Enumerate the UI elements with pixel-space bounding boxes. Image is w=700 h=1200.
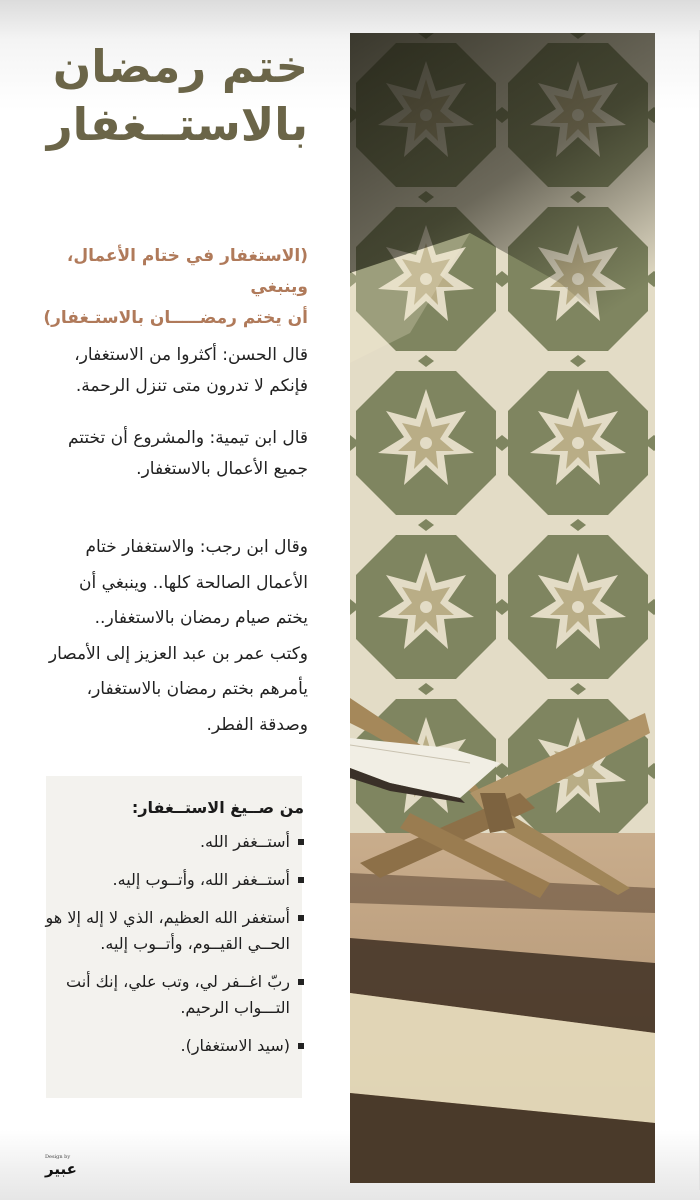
list-item-text: أستــغفر الله، وأتــوب إليه. — [112, 870, 290, 889]
forms-title: من صــيغ الاستــغفار: — [131, 798, 304, 817]
credit-name: عبير — [45, 1160, 77, 1178]
page-title — [40, 38, 308, 154]
quote-line: قال ابن تيمية: والمشروع أن تختتم — [67, 428, 308, 448]
istighfar-forms — [40, 795, 304, 1071]
title-line-1: ختم رمضان — [52, 40, 308, 93]
list-item-text: (سيد الاستغفار). — [180, 1036, 290, 1055]
credit-label: Design by — [45, 1154, 71, 1160]
quote-line: وقال ابن رجب: والاستغفار ختام — [85, 537, 308, 557]
list-item — [40, 905, 304, 957]
subtitle-line-1: (الاستغفار في ختام الأعمال، وينبغي — [66, 246, 308, 297]
quote-ibn-rajab — [40, 530, 308, 743]
subtitle — [40, 241, 308, 334]
quote-line: وكتب عمر بن عبد العزيز إلى الأمصار — [48, 643, 308, 664]
list-item — [40, 867, 304, 893]
quote-line: قال الحسن: أكثروا من الاستغفار، — [74, 345, 308, 365]
quote-hasan — [40, 340, 308, 402]
list-item-text: أستــغفر الله. — [199, 832, 290, 851]
quote-ibn-taymiyyah — [40, 423, 308, 485]
bullet-icon — [298, 877, 304, 883]
bullet-icon — [298, 1043, 304, 1049]
list-item-text: ربّ اغــفر لي، وتب علي، إنك أنت التـــواب الرحيم. — [65, 972, 290, 1017]
list-item — [40, 969, 304, 1021]
bullet-icon — [298, 979, 304, 985]
quote-line: وصدقة الفطر. — [206, 714, 308, 735]
forms-list — [40, 829, 304, 1059]
list-item — [40, 1033, 304, 1059]
quote-line: جميع الأعمال بالاستغفار. — [136, 459, 308, 479]
quote-line: فإنكم لا تدرون متى تنزل الرحمة. — [75, 376, 308, 396]
bullet-icon — [298, 839, 304, 845]
subtitle-line-2: أن يختم رمضـــــان بالاستـغفار) — [43, 308, 308, 328]
designer-credit — [45, 1154, 85, 1178]
list-item-text: أستغفر الله العظيم، الذي لا إله إلا هو الحــي القيــوم، وأتــوب إليه. — [45, 908, 290, 953]
quote-line: يأمرهم بختم رمضان بالاستغفار، — [86, 679, 308, 699]
photo-illustration — [350, 33, 655, 1183]
quote-line: يختم صيام رمضان بالاستغفار.. — [94, 608, 308, 628]
bullet-icon — [298, 915, 304, 921]
quran-stand-photo — [350, 33, 655, 1183]
list-item — [40, 829, 304, 855]
quote-line: الأعمال الصالحة كلها.. وينبغي أن — [79, 572, 308, 593]
title-line-2: بالاستــغفار — [46, 98, 308, 151]
